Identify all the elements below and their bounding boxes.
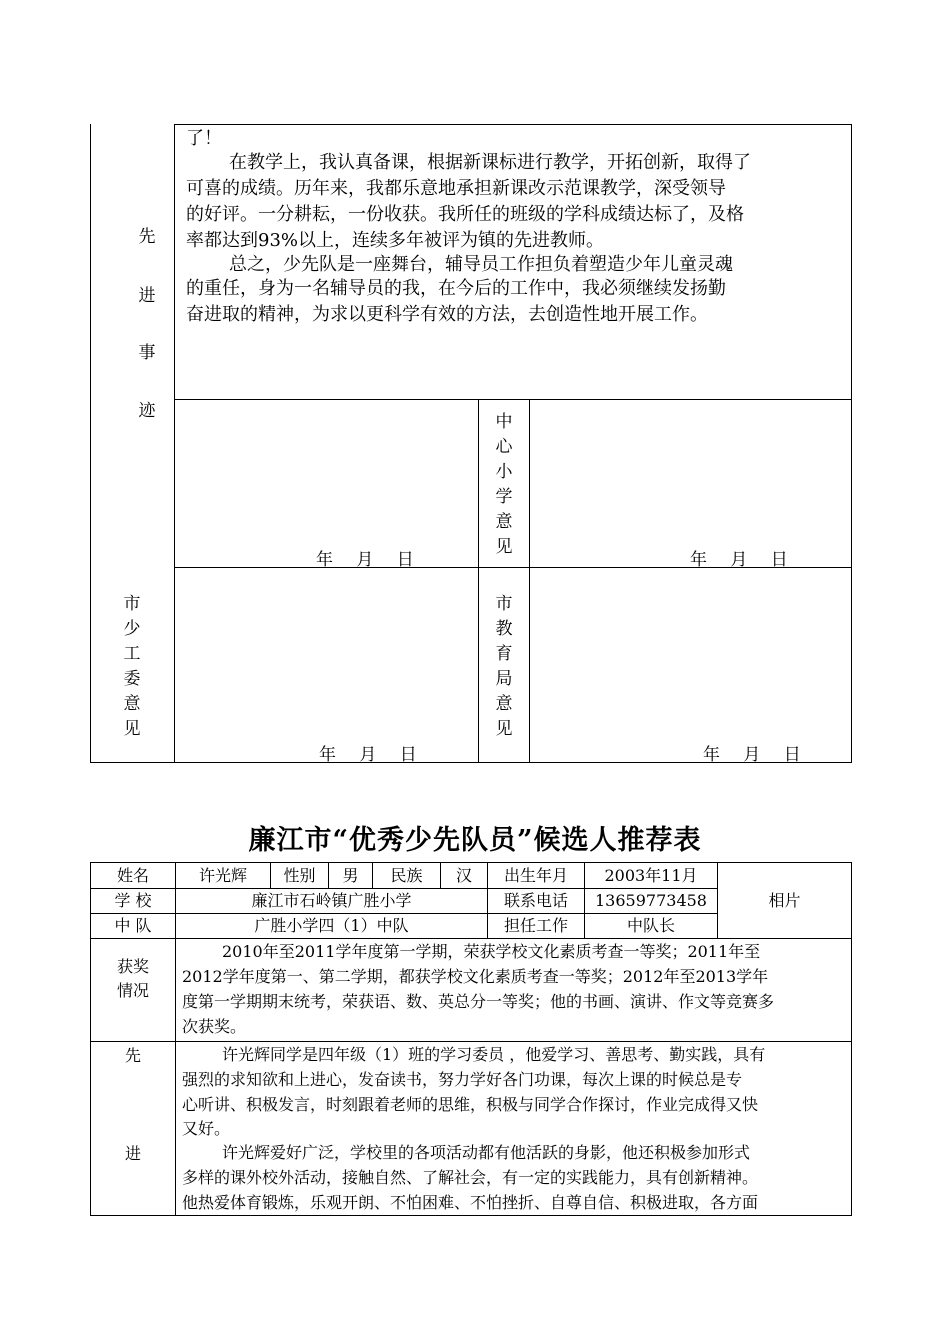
award-line: 次获奖。 xyxy=(182,1017,247,1036)
deeds-label-char: 先 xyxy=(124,1046,141,1065)
para-line: 可喜的成绩。历年来，我都乐意地承担新课改示范课教学，深受领导 xyxy=(186,178,726,199)
rule xyxy=(851,124,852,763)
photo-label: 相片 xyxy=(768,891,801,910)
date-line: 年 月 日 xyxy=(703,745,801,765)
birth-value: 2003年11月 xyxy=(604,866,698,885)
label-char: 工 xyxy=(123,644,141,664)
birth-label: 出生年月 xyxy=(503,866,568,885)
deeds-label-char: 事 xyxy=(138,343,156,363)
squad-value: 广胜小学四（1）中队 xyxy=(254,916,409,935)
deeds-line: 他热爱体育锻炼，乐观开朗、不怕困难、不怕挫折、自尊自信、积极进取，各方面 xyxy=(182,1193,759,1212)
rule xyxy=(174,124,852,125)
squad-label: 中 队 xyxy=(114,916,152,935)
school-value: 廉江市石岭镇广胜小学 xyxy=(251,891,412,910)
rule xyxy=(174,124,175,763)
deeds-label-char: 进 xyxy=(124,1144,141,1163)
rule xyxy=(90,124,91,763)
rule xyxy=(90,399,174,400)
label-char: 市 xyxy=(123,594,141,614)
form-title: 廉江市“优秀少先队员”候选人推荐表 xyxy=(248,825,702,856)
para-line: 奋进取的精神，为求以更科学有效的方法，去创造性地开展工作。 xyxy=(186,304,708,325)
label-char: 学 xyxy=(495,487,513,507)
deeds-line: 许光辉同学是四年级（1）班的学习委员 ，他爱学习、善思考、勤实践，具有 xyxy=(222,1045,766,1064)
label-char: 心 xyxy=(495,437,513,457)
school-label: 学 校 xyxy=(114,891,152,910)
name-value: 许光辉 xyxy=(198,866,247,885)
rule xyxy=(478,399,479,763)
deeds-line: 强烈的求知欲和上进心，发奋读书，努力学好各门功课，每次上课的时候总是专 xyxy=(182,1070,743,1089)
label-char: 见 xyxy=(495,719,513,739)
rule xyxy=(174,399,852,400)
award-line: 度第一学期期末统考，荣获语、数、英总分一等奖；他的书画、演讲、作文等竞赛多 xyxy=(182,992,775,1011)
label-char: 见 xyxy=(123,719,141,739)
rule xyxy=(90,938,852,939)
para-line: 了！ xyxy=(186,128,222,149)
label-char: 中 xyxy=(495,412,513,432)
award-line: 2012学年度第一、第二学期，都获学校文化素质考查一等奖；2012年至2013学年 xyxy=(182,967,769,986)
label-line: 情况 xyxy=(116,981,149,1000)
date-line: 年 月 日 xyxy=(690,550,788,570)
rule xyxy=(90,1215,852,1216)
deeds-line: 多样的课外校外活动，接触自然、了解社会，有一定的实践能力，具有创新精神。 xyxy=(182,1168,759,1187)
label-char: 少 xyxy=(123,619,141,639)
label-char: 小 xyxy=(495,462,513,482)
label-char: 意 xyxy=(495,694,513,714)
deeds-line: 又好。 xyxy=(182,1119,231,1138)
label-char: 意 xyxy=(123,694,141,714)
award-line: 2010年至2011学年度第一学期，荣获学校文化素质考查一等奖；2011年至 xyxy=(222,942,761,961)
para-line: 的好评。一分耕耘，一份收获。我所任的班级的学科成绩达标了，及格 xyxy=(186,204,744,225)
label-char: 见 xyxy=(495,537,513,557)
label-char: 意 xyxy=(495,512,513,532)
para-line: 在教学上，我认真备课，根据新课标进行教学，开拓创新，取得了 xyxy=(229,152,751,173)
name-label: 姓名 xyxy=(116,866,149,885)
ethnic-label: 民族 xyxy=(390,866,423,885)
label-char: 教 xyxy=(495,619,513,639)
gender-label: 性别 xyxy=(283,866,316,885)
label-char: 育 xyxy=(495,644,513,664)
phone-label: 联系电话 xyxy=(503,891,568,910)
city-youth-opinion-label xyxy=(120,592,144,742)
label-char: 局 xyxy=(495,669,513,689)
para-line: 率都达到93%以上，连续多年被评为镇的先进教师。 xyxy=(186,230,605,251)
phone-value: 13659773458 xyxy=(595,891,707,910)
para-line: 的重任，身为一名辅导员的我，在今后的工作中，我必须继续发扬勤 xyxy=(186,278,726,299)
center-school-opinion-label xyxy=(492,410,516,560)
para-line: 总之，少先队是一座舞台，辅导员工作担负着塑造少年儿童灵魂 xyxy=(229,254,733,275)
label-char: 市 xyxy=(495,594,513,614)
city-edu-opinion-label xyxy=(492,592,516,742)
duty-label: 担任工作 xyxy=(503,916,568,935)
rule xyxy=(529,399,530,763)
label-line: 获奖 xyxy=(116,957,149,976)
award-label xyxy=(91,955,175,1003)
deeds-label-char: 进 xyxy=(138,286,156,306)
ethnic-value: 汉 xyxy=(455,866,472,885)
label-char: 委 xyxy=(123,669,141,689)
deeds-line: 心听讲、积极发言，时刻跟着老师的思维，积极与同学合作探讨，作业完成得又快 xyxy=(182,1095,759,1114)
gender-value: 男 xyxy=(342,866,359,885)
duty-value: 中队长 xyxy=(626,916,675,935)
date-line: 年 月 日 xyxy=(316,550,414,570)
deeds-label-char: 迹 xyxy=(138,401,156,421)
date-line: 年 月 日 xyxy=(319,745,417,765)
rule xyxy=(90,1041,852,1042)
deeds-label-char: 先 xyxy=(138,227,156,247)
rule xyxy=(90,862,852,863)
deeds-line: 许光辉爱好广泛，学校里的各项活动都有他活跃的身影，他还积极参加形式 xyxy=(222,1143,751,1162)
rule xyxy=(851,862,852,1216)
